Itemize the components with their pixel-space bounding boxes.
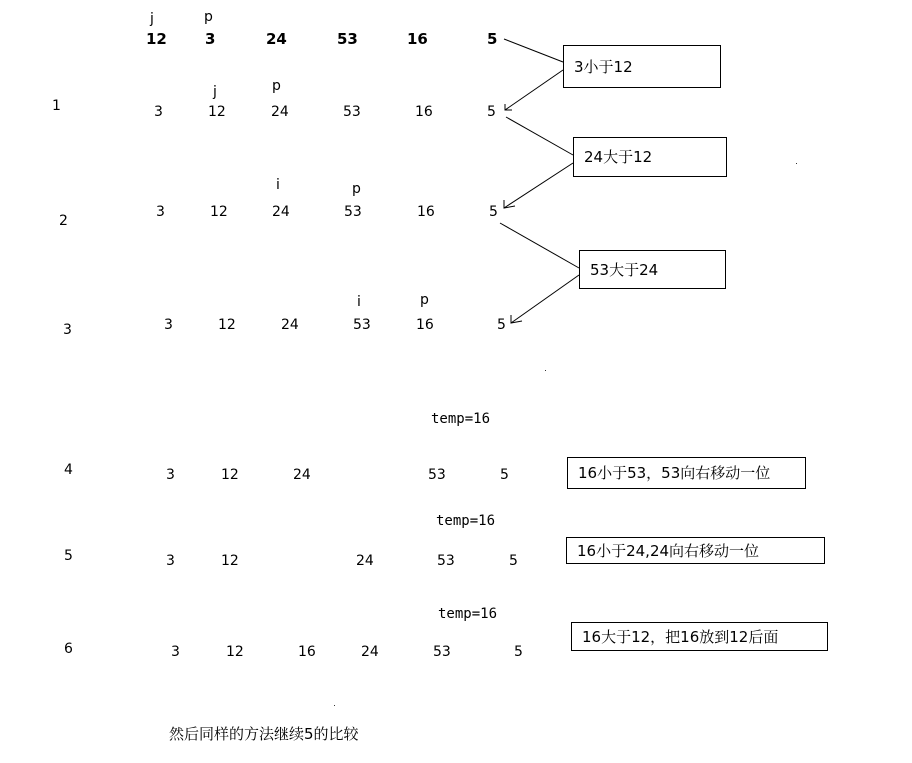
pointer-p-marker: p bbox=[352, 181, 361, 197]
array-value: 12 bbox=[146, 30, 167, 48]
array-value: 24 bbox=[361, 644, 379, 660]
array-value: 5 bbox=[497, 317, 506, 333]
comparison-note-text: 16小于53，53向右移动一位 bbox=[578, 464, 771, 482]
step-label: 2 bbox=[59, 213, 68, 229]
array-value: 12 bbox=[221, 553, 239, 569]
array-value: 5 bbox=[487, 104, 496, 120]
speck-dot bbox=[545, 370, 546, 371]
array-value: 3 bbox=[205, 30, 216, 48]
array-value: 12 bbox=[226, 644, 244, 660]
array-value: 5 bbox=[487, 30, 498, 48]
comparison-note-text: 24大于12 bbox=[584, 148, 653, 166]
array-value: 16 bbox=[298, 644, 316, 660]
pointer-i-marker: i bbox=[357, 294, 361, 310]
array-value: 12 bbox=[208, 104, 226, 120]
array-value: 3 bbox=[154, 104, 163, 120]
array-value: 3 bbox=[156, 204, 165, 220]
pointer-j-marker: j bbox=[150, 11, 154, 27]
comparison-note-box bbox=[567, 457, 806, 489]
array-value: 24 bbox=[271, 104, 289, 120]
array-value: 3 bbox=[166, 553, 175, 569]
array-value: 5 bbox=[489, 204, 498, 220]
step-label: 4 bbox=[64, 462, 73, 478]
comparison-note-text: 16大于12，把16放到12后面 bbox=[582, 627, 779, 646]
comparison-note-box bbox=[566, 537, 825, 564]
array-value: 24 bbox=[272, 204, 290, 220]
array-value: 16 bbox=[415, 104, 433, 120]
speck-dot bbox=[334, 705, 335, 706]
array-value: 53 bbox=[343, 104, 361, 120]
array-value: 24 bbox=[356, 553, 374, 569]
array-value: 12 bbox=[210, 204, 228, 220]
array-value: 53 bbox=[437, 553, 455, 569]
comparison-note-box bbox=[563, 45, 721, 88]
array-value: 16 bbox=[417, 204, 435, 220]
pointer-p-marker: p bbox=[272, 78, 281, 94]
temp-value: temp=16 bbox=[438, 606, 498, 622]
array-value: 3 bbox=[166, 467, 175, 483]
comparison-note-box bbox=[573, 137, 727, 177]
pointer-p-marker: p bbox=[420, 292, 429, 308]
array-value: 53 bbox=[353, 317, 371, 333]
temp-value: temp=16 bbox=[431, 411, 491, 427]
array-value: 53 bbox=[344, 204, 362, 220]
array-value: 5 bbox=[500, 467, 509, 483]
connector-line bbox=[504, 163, 573, 208]
array-value: 5 bbox=[509, 553, 518, 569]
step-label: 5 bbox=[64, 548, 73, 564]
array-value: 16 bbox=[416, 317, 434, 333]
pointer-p-marker: p bbox=[204, 9, 213, 25]
array-value: 12 bbox=[221, 467, 239, 483]
connector-line bbox=[504, 39, 563, 62]
array-value: 16 bbox=[407, 30, 428, 48]
speck-dot bbox=[796, 163, 797, 164]
array-value: 24 bbox=[281, 317, 299, 333]
comparison-note-box bbox=[579, 250, 726, 289]
temp-value: temp=16 bbox=[436, 513, 496, 529]
array-value: 5 bbox=[514, 644, 523, 660]
array-value: 53 bbox=[433, 644, 451, 660]
array-value: 24 bbox=[293, 467, 311, 483]
comparison-note-box bbox=[571, 622, 828, 651]
comparison-note-text: 53大于24 bbox=[590, 260, 659, 279]
pointer-i-marker: i bbox=[276, 177, 280, 193]
pointer-j-marker: j bbox=[213, 84, 217, 100]
array-value: 12 bbox=[218, 317, 236, 333]
comparison-note-text: 16小于24,24向右移动一位 bbox=[577, 541, 760, 560]
array-value: 53 bbox=[337, 30, 358, 48]
comparison-note-text: 3小于12 bbox=[574, 57, 633, 76]
connector-line bbox=[506, 117, 573, 155]
step-label: 1 bbox=[52, 98, 61, 114]
connector-line bbox=[511, 275, 579, 323]
step-label: 6 bbox=[64, 641, 73, 657]
array-value: 24 bbox=[266, 30, 287, 48]
footer-note: 然后同样的方法继续5的比较 bbox=[169, 725, 359, 743]
connector-line bbox=[500, 223, 579, 268]
array-value: 53 bbox=[428, 467, 446, 483]
array-value: 3 bbox=[171, 644, 180, 660]
connector-line bbox=[505, 70, 563, 110]
step-label: 3 bbox=[63, 322, 72, 338]
array-value: 3 bbox=[164, 317, 173, 333]
